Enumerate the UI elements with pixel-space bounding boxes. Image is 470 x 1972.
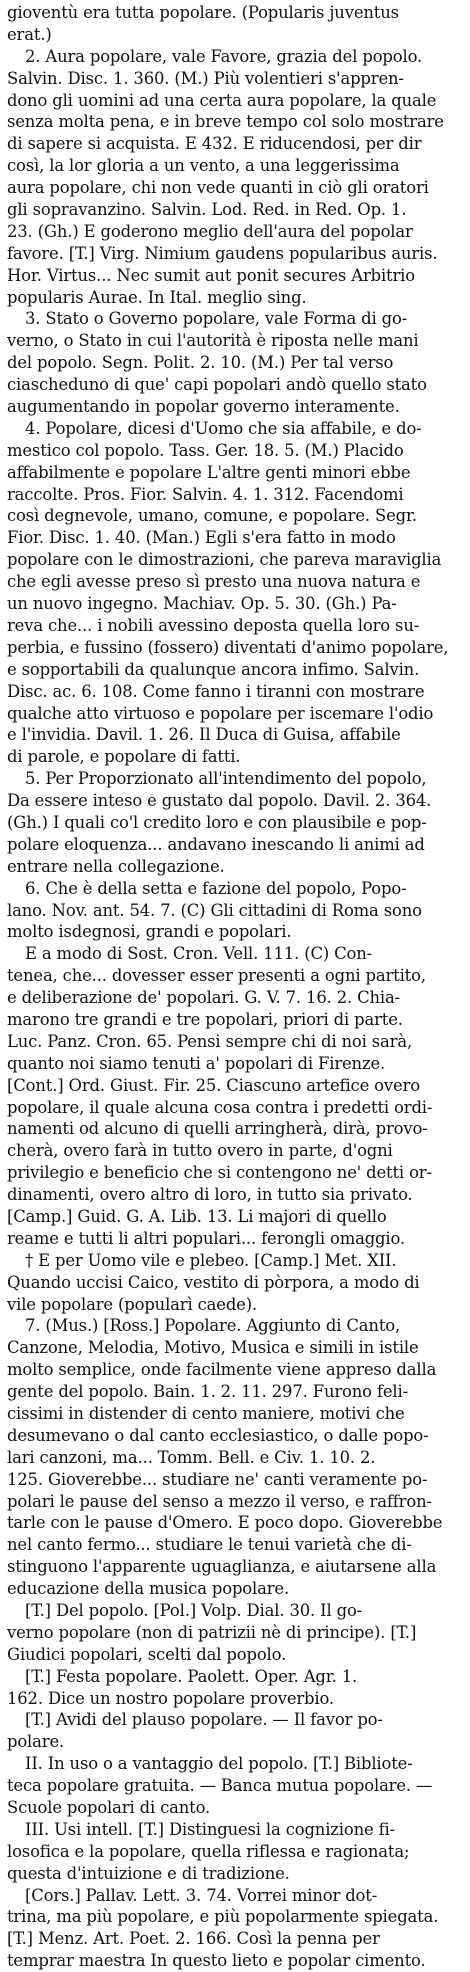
text-line: gioventù era tutta popolare. (Popularis juventus — [7, 3, 399, 22]
text-line: stinguono l'apparente uguaglianza, e aiutarsene alla — [7, 1557, 437, 1577]
sense-3-heading: 3. Stato o Governo popolare, vale Forma di go- — [25, 309, 408, 329]
text-line: Disc. ac. 6. 108. Come fanno i tiranni con mostrare — [7, 681, 425, 701]
text-line: temprar maestra In questo lieto e popolar cimento. — [7, 1951, 426, 1971]
text-line: molto isdegnosi, grandi e popolari. — [7, 922, 292, 942]
text-line: marono tre grandi e tre popolari, priori di parte. — [7, 1009, 403, 1029]
text-line: augumentando in popolar governo interamente. — [7, 397, 400, 417]
entry-column — [7, 2, 462, 1972]
text-line: raccolte. Pros. Fior. Salvin. 4. 1. 312. Facendomi — [7, 484, 404, 504]
text-line: senza molta pena, e in breve tempo col solo mostrare — [7, 112, 444, 132]
text-line: [Cont.] Ord. Giust. Fir. 25. Ciascuno artefice overo — [7, 1075, 420, 1095]
subsense-line: [Cors.] Pallav. Lett. 3. 74. Vorrei minor dot- — [25, 1885, 378, 1905]
text-line: popolare, il quale alcuna cosa contra i predetti ordi- — [7, 1097, 433, 1117]
text-line: mestico col popolo. Tass. Ger. 18. 5. (M.) Placido — [7, 440, 404, 460]
text-line: cissimi in distender di cento maniere, motivi che — [7, 1404, 405, 1423]
text-line: namenti od alcuno di quelli arringherà, dirà, provo- — [7, 1119, 428, 1139]
text-line: gli sopravanzino. Salvin. Lod. Red. in Red. Op. 1. — [7, 200, 407, 220]
text-line: teca popolare gratuita. — Banca mutua popolare. — — [7, 1776, 433, 1796]
text-line: e l'invidia. Davil. 1. 26. Il Duca di Guisa, affabile — [7, 725, 401, 745]
text-line: perbia, e fussino (fossero) diventati d'animo popolare, — [7, 637, 449, 657]
text-line: del popolo. Segn. Polit. 2. 10. (M.) Per tal verso — [7, 353, 394, 373]
sense-II-heading: II. In uso o a vantaggio del popolo. [T.] Bibliote- — [25, 1754, 413, 1774]
sense-5-heading: 5. Per Proporzionato all'intendimento del popolo, — [25, 769, 427, 789]
text-line: favore. [T.] Virg. Nimium gaudens popularibus auris. — [7, 243, 438, 263]
sense-4-heading: 4. Popolare, dicesi d'Uomo che sia affabile, e do- — [25, 418, 422, 438]
text-line: reva che... i nobili avessino deposta quella loro su- — [7, 615, 420, 635]
text-line: verno, o Stato in cui l'autorità è riposta nelle mani — [7, 331, 419, 351]
text-line: 23. (Gh.) E goderono meglio dell'aura del popolar — [7, 221, 413, 241]
text-line: popularis Aurae. In Ital. meglio sing. — [7, 287, 307, 307]
text-line: cherà, overo farà in tutto overo in parte, d'ogni — [7, 1141, 393, 1161]
sense-7-heading: 7. (Mus.) [Ross.] Popolare. Aggiunto di Canto, — [25, 1316, 401, 1336]
subsense-line: [T.] Avidi del plauso popolare. — Il favor po- — [25, 1710, 383, 1730]
text-line: verno popolare (non di patrizii nè di principe). [T.] — [7, 1622, 417, 1642]
text-line: (Gh.) I quali co'l credito loro e con plausibile e pop- — [7, 812, 427, 832]
text-line: reame e tutti li altri populari... ferongli omaggio. — [7, 1228, 405, 1248]
text-line: losofica e la popolare, quella riflessa e ragionata; — [7, 1841, 410, 1861]
text-line: Fior. Disc. 1. 40. (Man.) Egli s'era fatto in modo — [7, 528, 396, 548]
text-line: desumevano o dal canto ecclesiastico, o dalle popo- — [7, 1425, 429, 1445]
text-line: educazione della musica popolare. — [7, 1579, 290, 1599]
text-line: tarle con le pause d'Omero. E poco dopo. Gioverebbe — [7, 1513, 443, 1533]
text-line: Luc. Panz. Cron. 65. Pensi sempre chi di noi sarà, — [7, 1031, 413, 1051]
text-line: affabilmente e popolare L'altre genti minori ebbe — [7, 462, 411, 482]
subsense-line: [T.] Festa popolare. Paolett. Oper. Agr. 1. — [25, 1666, 358, 1686]
text-line: un nuovo ingegno. Machiav. Op. 5. 30. (Gh.) Pa- — [7, 594, 397, 614]
text-line: nel canto fermo... studiare le tenui varietà che di- — [7, 1535, 412, 1555]
text-line: polare eloquenza... andavano inescando li animi ad — [7, 834, 425, 854]
text-line: questa d'intuizione e di tradizione. — [7, 1863, 290, 1883]
text-line: erat.) — [7, 24, 52, 44]
text-line: molto semplice, onde facilmente viene appreso dalla — [7, 1360, 437, 1380]
text-line: dono gli uomini ad una certa aura popolare, la quale — [7, 90, 437, 110]
text-line: gente del popolo. Bain. 1. 2. 11. 297. Furono feli- — [7, 1382, 408, 1402]
text-line: aura popolare, chi non vede quanti in ciò gli oratori — [7, 178, 429, 198]
text-line: di parole, e popolare di fatti. — [7, 747, 241, 767]
text-line: e deliberazione de' popolari. G. V. 7. 16. 2. Chia- — [7, 988, 401, 1008]
text-line: [Camp.] Guid. G. A. Lib. 13. Li majori di quello — [7, 1206, 387, 1226]
text-line: 125. Gioverebbe... studiare ne' canti veramente po- — [7, 1469, 428, 1489]
text-line: 162. Dice un nostro popolare proverbio. — [7, 1688, 334, 1708]
text-line: e sopportabili da qualunque ancora infimo. Salvin. — [7, 659, 420, 679]
text-line: che egli avesse preso sì presto una nuova natura e — [7, 572, 421, 592]
text-line: quanto noi siamo tenuti a' popolari di Firenze. — [7, 1053, 386, 1073]
text-line: lari canzoni, ma... Tomm. Bell. e Civ. 1. 10. 2. — [7, 1447, 376, 1467]
text-line: popolare con le dimostrazioni, che pareva maraviglia — [7, 550, 442, 570]
text-line: qualche atto virtuoso e popolare per iscemare l'odio — [7, 703, 434, 723]
text-line: entrare nella collegazione. — [7, 856, 225, 876]
text-line: Canzone, Melodia, Motivo, Musica e simili in istile — [7, 1338, 419, 1358]
text-line: di sapere si acquista. E 432. E riducendosi, per dir — [7, 134, 422, 154]
text-line: polare. — [7, 1732, 65, 1752]
text-line: Giudici popolari, scelti dal popolo. — [7, 1644, 287, 1664]
sense-III-heading: III. Usi intell. [T.] Distinguesi la cognizione fi- — [25, 1819, 396, 1839]
text-line: così degnevole, umano, comune, e popolare. Segr. — [7, 506, 417, 526]
text-line: Salvin. Disc. 1. 360. (M.) Più volentieri s'appren- — [7, 68, 404, 88]
text-line: ciascheduno di que' capi popolari andò quello stato — [7, 375, 427, 395]
text-line: vile popolare (popularì caede). — [7, 1294, 258, 1314]
text-line: privilegio e beneficio che si contengono ne' detti or- — [7, 1163, 432, 1183]
text-line: polari le pause del senso a mezzo il verso, e raffron- — [7, 1491, 432, 1511]
text-line: lano. Nov. ant. 54. 7. (C) Gli cittadini di Roma sono — [7, 900, 422, 920]
text-line: Scuole popolari di canto. — [7, 1798, 211, 1818]
subsense-line: † E per Uomo vile e plebeo. [Camp.] Met. XII. — [25, 1250, 397, 1270]
text-line: Quando uccisi Caico, vestito di pòrpora, a modo di — [7, 1272, 420, 1292]
text-line: [T.] Menz. Art. Poet. 2. 166. Così la penna per — [7, 1929, 380, 1949]
text-line: dinamenti, overo altro di loro, in tutto sia privato. — [7, 1185, 413, 1205]
subsense-line: [T.] Del popolo. [Pol.] Volp. Dial. 30. Il go- — [25, 1601, 363, 1621]
subsense-line: E a modo di Sost. Cron. Vell. 111. (C) Con- — [25, 944, 373, 964]
text-line: Hor. Virtus... Nec sumit aut ponit secures Arbitrio — [7, 265, 415, 285]
text-line: Da essere inteso e gustato dal popolo. Davil. 2. 364. — [7, 791, 432, 811]
text-line: tenea, che... dovesser esser presenti a ogni partito, — [7, 966, 426, 986]
sense-6-heading: 6. Che è della setta e fazione del popolo, Popo- — [25, 878, 407, 898]
text-line: così, la lor gloria a un vento, a una leggerissima — [7, 156, 400, 176]
text-line: trina, ma più popolare, e più popolarmente spiegata. — [7, 1907, 439, 1927]
sense-2-heading: 2. Aura popolare, vale Favore, grazia del popolo. — [25, 46, 423, 66]
